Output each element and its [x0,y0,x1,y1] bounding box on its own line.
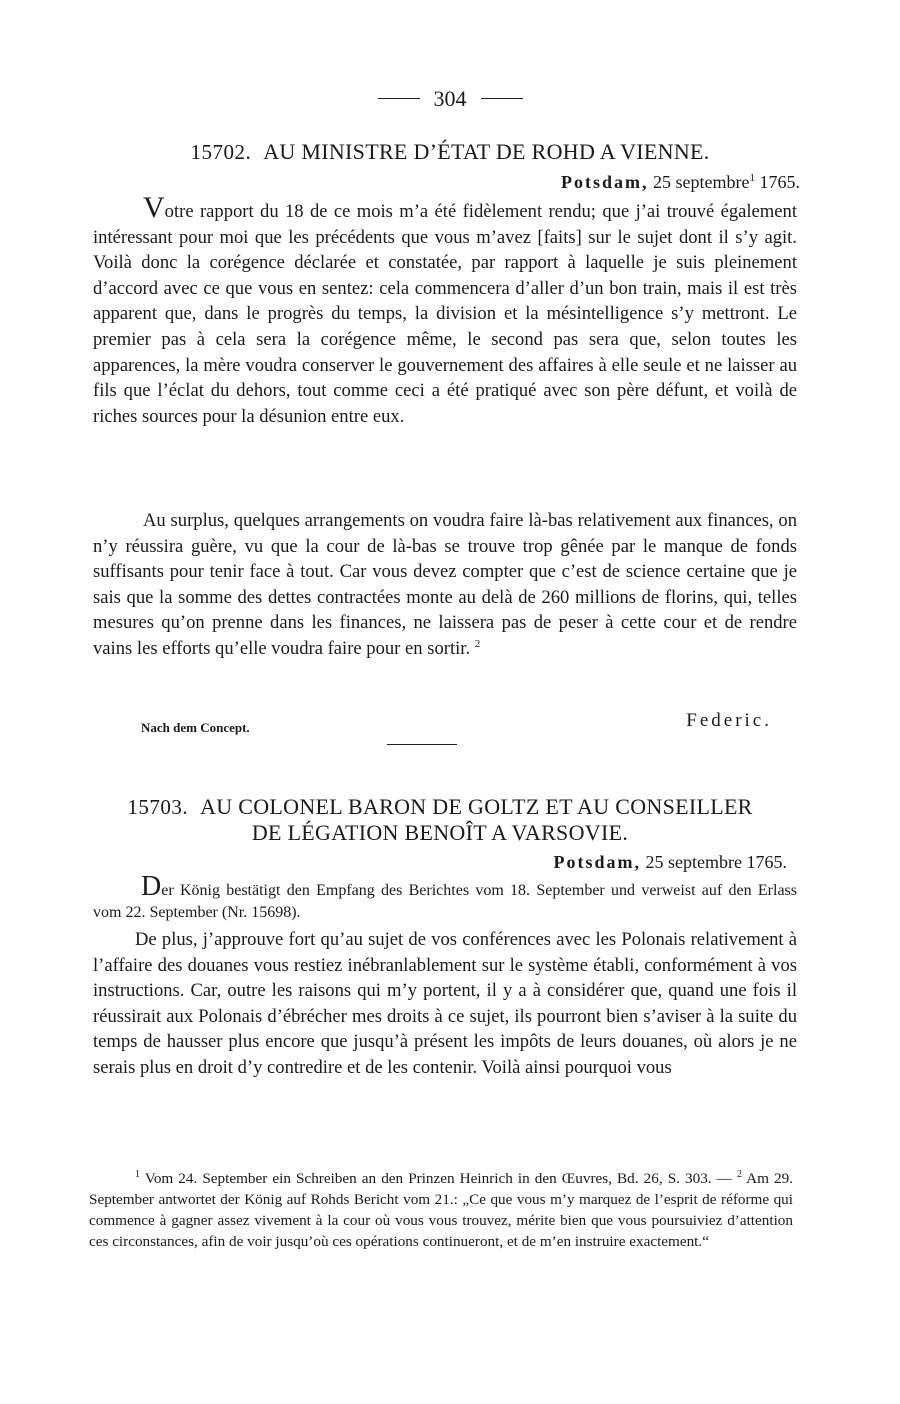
drop-cap: D [141,871,162,902]
footnote-ref-1: 1 [749,172,755,184]
footnote-mark-2: 2 [736,1168,742,1180]
page-number-dash-right [481,98,523,99]
letter-title: AU MINISTRE D’ÉTAT DE ROHD A VIENNE. [263,139,710,164]
letter-15703-summary: Der König bestätigt den Empfang des Berichtes vom 18. September und verweist auf den Erlass vom 22. September (Nr. 15698). [93,871,797,921]
signature: Federic. [686,710,772,731]
footnote-mark-1: 1 [135,1168,140,1180]
letter-number: 15703. [127,795,189,819]
letter-15702-dateline [561,172,800,193]
page-number: 304 [0,86,900,112]
letter-title-line-2: DE LÉGATION BENOÎT A VARSOVIE. [251,820,629,845]
footnote-1: Vom 24. September ein Schreiben an den Prinzen Heinrich in den Œuvres, Bd. 26, S. 303. — [144,1170,732,1187]
page-number-dash-left [378,98,420,99]
letter-15702-paragraph-1: Votre rapport du 18 de ce mois m’a été fidèlement rendu; que j’ai trouvé également intéressant pour moi que les précédents que vous m’avez [faits] sur le sujet dont il s’y agit. Voilà donc la corégence déclarée et constatée, par rapport à laquelle je suis pleinement d’accord avec ce que vous en sentez: cela commencera d’aller d’un bon train, mais il est très apparent que, dans le progrès du temps, la division et la mésintelligence s’y mettront. Le premier pas à cela sera la corégence même, le second pas sera que, selon toutes les apparences, la mère voudra conserver le gouvernement des affaires à elle seule et ne laisser au fils que l’éclat du dehors, tout comme ceci a été pratiqué avec son père défunt, et voilà de riches sources pour la désunion entre eux. [93,191,797,427]
letter-title-line-1: AU COLONEL BARON DE GOLTZ ET AU CONSEILLER [200,794,753,819]
dateline-place: Potsdam, [561,172,649,192]
footnote-2: Am 29. September antwortet der König auf Rohds Bericht vom 21.: „Ce que vous m’y marquez de l’esprit de réforme qui commence à gagner assez vivement à la cour où vous vous trouvez, mérite bien que vous poursuiviez d’attention ces circonstances, afin de voir jusqu’où ces opérations continueront, et de m’en instruire exactement.“ [89,1170,794,1250]
letter-15703-paragraph-1: De plus, j’approuve fort qu’au sujet de vos conférences avec les Polonais relativement à l’affaire des douanes vous restiez inébranlablement sur le système établi, conformément à vos instructions. Car, outre les raisons qui m’y portent, il y a à considérer que, quand une fois il réussirait aux Polonais d’ébrécher mes droits à ce sujet, ils pourront bien s’aviser à la suite du temps de hausser plus encore que jusqu’à présent les impôts de leurs douanes, où alors je ne serais plus en droit d’y contredire et de les contenir. Voilà ainsi pourquoi vous [93,929,797,1078]
dateline-year: 1765. [759,172,800,192]
letter-15703-heading-line-2 [0,820,880,846]
letter-15703-dateline [554,852,787,873]
letter-number: 15702. [190,140,252,164]
letter-15702-paragraph-2: Au surplus, quelques arrangements on voudra faire là-bas relativement aux finances, on n’y réussira guère, vu que la cour de là-bas se trouve trop gênée par le manque de fonds suffisants pour tenir face à tout. Car vous devez compter que c’est de science certaine que je sais que la somme des dettes contractées monte au delà de 260 millions de florins, qui, telles mesures qu’on prenne dans les finances, ne laissera pas de peser à cette cour et de rendre vains les efforts qu’elle voudra faire pour en sortir. $^2$ [93,510,797,659]
letter-15702-heading [0,139,900,165]
dateline-date: 25 septembre 1765. [645,852,787,872]
footnote-ref-2: 2 [474,637,481,650]
dateline-date: 25 septembre [653,172,750,192]
drop-cap: V [143,191,165,224]
letter-15703-heading [0,794,880,820]
dateline-place: Potsdam, [553,852,642,872]
source-note: Nach dem Concept. [141,720,250,735]
section-divider [387,744,457,745]
footnotes [89,1168,793,1252]
footnote-block [89,1168,793,1252]
